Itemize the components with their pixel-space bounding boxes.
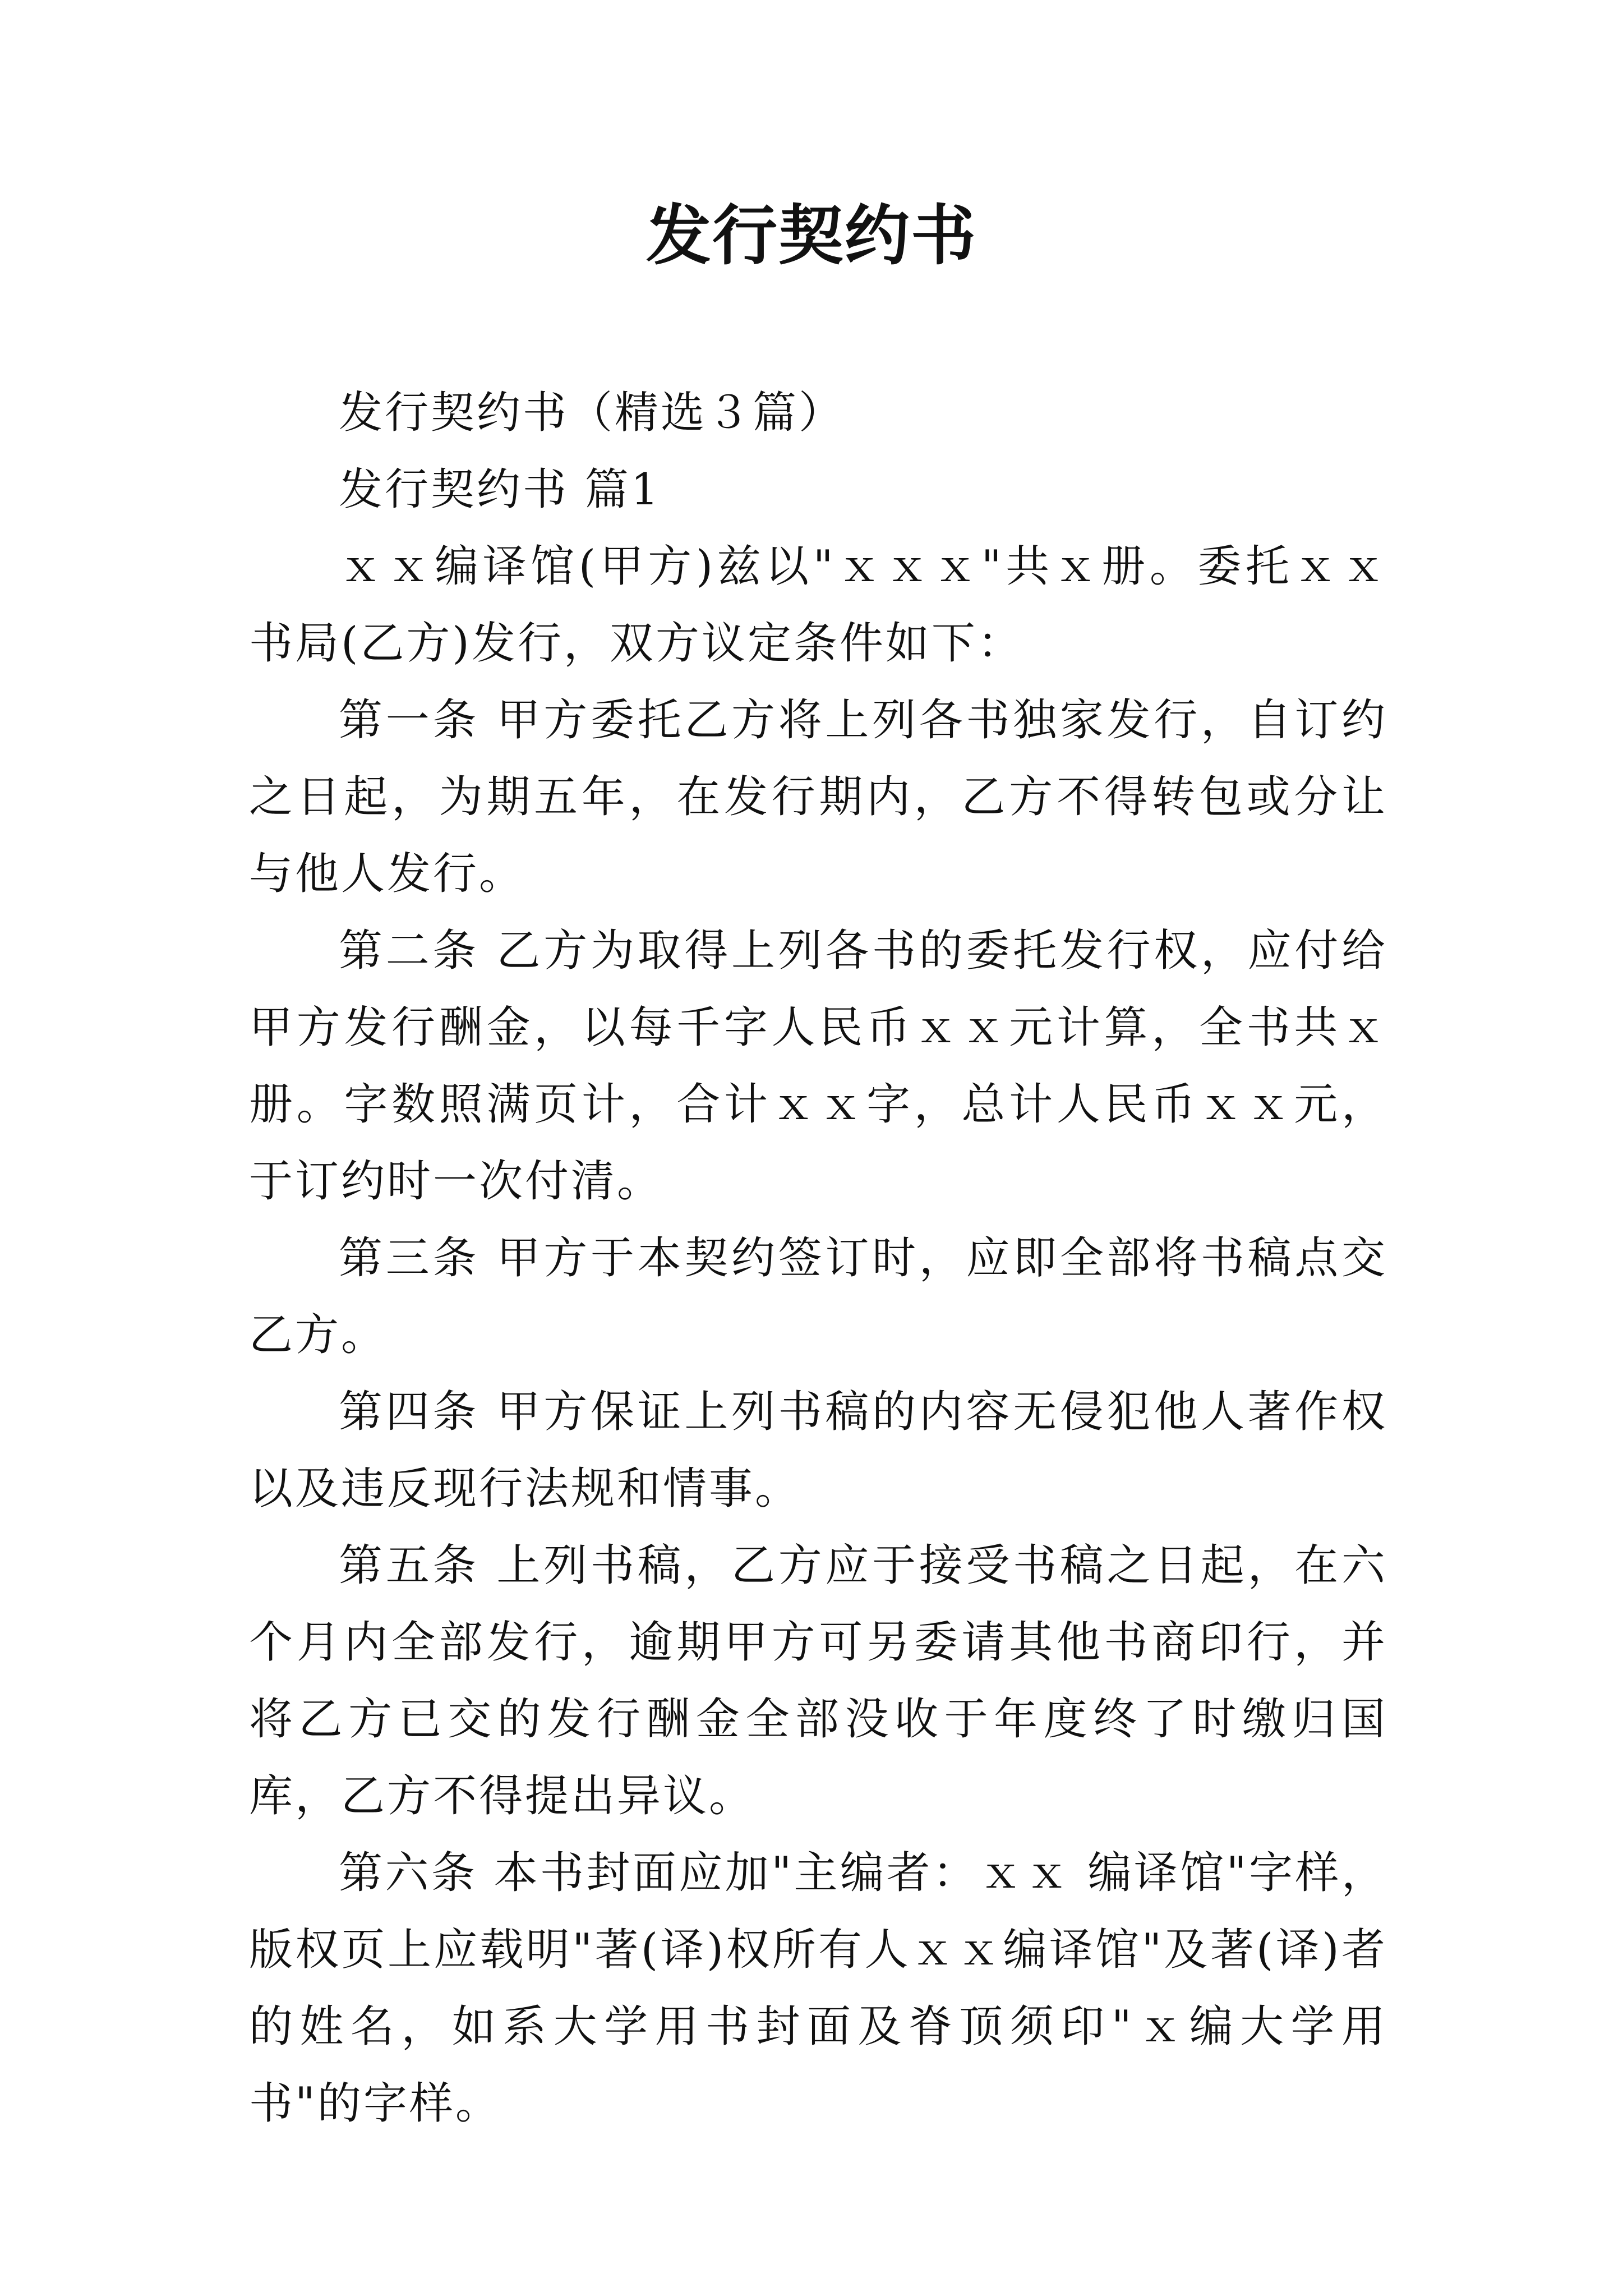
paragraph-preamble: ｘｘ编译馆(甲方)兹以"ｘｘｘ"共ｘ册。委托ｘｘ书局(乙方)发行，双方议定条件如下： (249, 541, 1387, 669)
paragraph-section-heading: 发行契约书 篇1 (339, 464, 661, 515)
paragraph-article-1: 第一条 甲方委托乙方将上列各书独家发行，自订约之日起，为期五年，在发行期内，乙方不得转包或分让与他人发行。 (249, 695, 1387, 899)
paragraph-article-3: 第三条 甲方于本契约签订时，应即全部将书稿点交乙方。 (249, 1233, 1387, 1360)
paragraph-article-4: 第四条 甲方保证上列书稿的内容无侵犯他人著作权以及违反现行法规和情事。 (249, 1387, 1387, 1514)
paragraph-article-5: 第五条 上列书稿，乙方应于接受书稿之日起，在六个月内全部发行，逾期甲方可另委请其他书商印行，并将乙方已交的发行酬金全部没收于年度终了时缴归国库，乙方不得提出异议。 (249, 1540, 1387, 1821)
paragraph-article-6: 第六条 本书封面应加"主编者：ｘｘ 编译馆"字样，版权页上应载明"著(译)权所有人ｘｘ编译馆"及著(译)者的姓名，如系大学用书封面及脊顶须印"ｘ编大学用书"的字样。 (249, 1848, 1387, 2129)
document-body (249, 375, 1387, 2142)
paragraph-subtitle: 发行契约书（精选３篇） (339, 388, 845, 438)
paragraph-article-2: 第二条 乙方为取得上列各书的委托发行权，应付给甲方发行酬金，以每千字人民币ｘｘ元计算，全书共ｘ册。字数照满页计，合计ｘｘ字，总计人民币ｘｘ元，于订约时一次付清。 (249, 926, 1387, 1207)
document-title: 发行契约书 (646, 197, 977, 274)
